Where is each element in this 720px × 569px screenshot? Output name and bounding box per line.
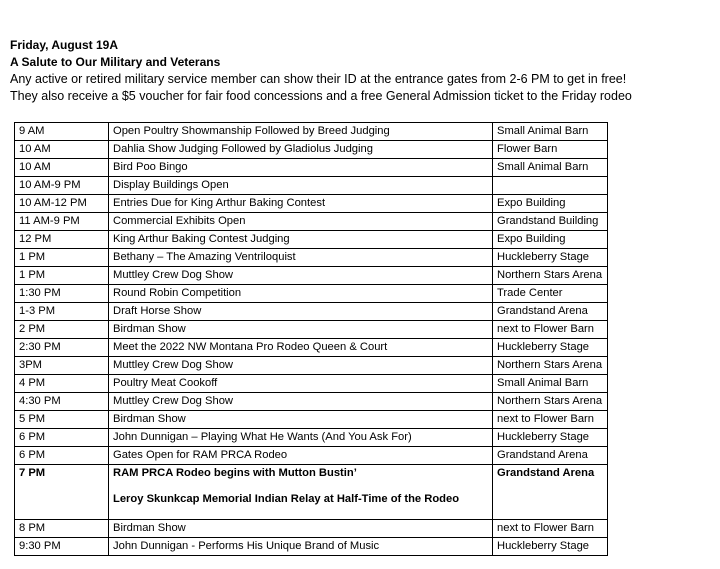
table-row xyxy=(15,123,608,141)
table-row xyxy=(15,213,608,231)
row-event: Gates Open for RAM PRCA Rodeo xyxy=(109,447,493,465)
row-location: Small Animal Barn xyxy=(493,375,608,393)
row-event: Display Buildings Open xyxy=(109,177,493,195)
row-event: Open Poultry Showmanship Followed by Breed Judging xyxy=(109,123,493,141)
row-time: 10 AM-9 PM xyxy=(15,177,109,195)
military-info-line-2: They also receive a $5 voucher for fair food concessions and a free General Admission ticket to the Friday rodeo xyxy=(10,89,632,103)
table-row xyxy=(15,249,608,267)
schedule-title: A Salute to Our Military and Veterans xyxy=(10,55,221,69)
row-event: Round Robin Competition xyxy=(109,285,493,303)
row-event: Entries Due for King Arthur Baking Contest xyxy=(109,195,493,213)
table-row xyxy=(15,520,608,538)
row-event: Muttley Crew Dog Show xyxy=(109,267,493,285)
row-event: Commercial Exhibits Open xyxy=(109,213,493,231)
schedule-table xyxy=(14,122,608,556)
row-time: 10 AM xyxy=(15,159,109,177)
table-row xyxy=(15,159,608,177)
row-time: 3PM xyxy=(15,357,109,375)
schedule-header xyxy=(10,37,632,105)
table-row xyxy=(15,447,608,465)
row-location: Grandstand Arena xyxy=(493,303,608,321)
row-time: 10 AM xyxy=(15,141,109,159)
row-time: 6 PM xyxy=(15,447,109,465)
table-row xyxy=(15,411,608,429)
table-row xyxy=(15,375,608,393)
row-location: Flower Barn xyxy=(493,141,608,159)
row-time: 6 PM xyxy=(15,429,109,447)
row-time: 9:30 PM xyxy=(15,538,109,556)
row-event-line-2: Leroy Skunkcap Memorial Indian Relay at Half-Time of the Rodeo xyxy=(113,493,460,505)
row-event: Muttley Crew Dog Show xyxy=(109,357,493,375)
row-location: Northern Stars Arena xyxy=(493,393,608,411)
table-row xyxy=(15,141,608,159)
row-event: King Arthur Baking Contest Judging xyxy=(109,231,493,249)
row-location: Huckleberry Stage xyxy=(493,429,608,447)
row-time: 1 PM xyxy=(15,249,109,267)
row-location: Northern Stars Arena xyxy=(493,267,608,285)
schedule-date: Friday, August 19A xyxy=(10,38,119,52)
row-location: Northern Stars Arena xyxy=(493,357,608,375)
table-row xyxy=(15,231,608,249)
row-location: Grandstand Building xyxy=(493,213,608,231)
row-event: Poultry Meat Cookoff xyxy=(109,375,493,393)
row-location: Huckleberry Stage xyxy=(493,339,608,357)
row-event: Birdman Show xyxy=(109,321,493,339)
row-event: John Dunnigan – Playing What He Wants (And You Ask For) xyxy=(109,429,493,447)
table-row xyxy=(15,285,608,303)
row-location: Grandstand Arena xyxy=(493,465,608,520)
row-location: Grandstand Arena xyxy=(493,447,608,465)
table-row xyxy=(15,393,608,411)
table-row xyxy=(15,267,608,285)
row-event: Bird Poo Bingo xyxy=(109,159,493,177)
row-event: Bethany – The Amazing Ventriloquist xyxy=(109,249,493,267)
row-time: 12 PM xyxy=(15,231,109,249)
row-event-line-1: RAM PRCA Rodeo begins with Mutton Bustin’ xyxy=(113,467,357,479)
row-event: Draft Horse Show xyxy=(109,303,493,321)
row-time: 8 PM xyxy=(15,520,109,538)
row-event: Dahlia Show Judging Followed by Gladiolus Judging xyxy=(109,141,493,159)
row-time: 10 AM-12 PM xyxy=(15,195,109,213)
row-location: Expo Building xyxy=(493,231,608,249)
row-event: Meet the 2022 NW Montana Pro Rodeo Queen & Court xyxy=(109,339,493,357)
row-time: 1 PM xyxy=(15,267,109,285)
row-time: 1:30 PM xyxy=(15,285,109,303)
row-time: 1-3 PM xyxy=(15,303,109,321)
row-location: next to Flower Barn xyxy=(493,321,608,339)
row-location: Expo Building xyxy=(493,195,608,213)
row-location: Trade Center xyxy=(493,285,608,303)
row-location: next to Flower Barn xyxy=(493,411,608,429)
row-event: Birdman Show xyxy=(109,520,493,538)
row-event: John Dunnigan - Performs His Unique Brand of Music xyxy=(109,538,493,556)
row-event: Muttley Crew Dog Show xyxy=(109,393,493,411)
row-location: Huckleberry Stage xyxy=(493,249,608,267)
row-time: 5 PM xyxy=(15,411,109,429)
schedule-table-body xyxy=(15,123,608,556)
row-location: Huckleberry Stage xyxy=(493,538,608,556)
row-location: next to Flower Barn xyxy=(493,520,608,538)
table-row xyxy=(15,339,608,357)
row-time: 7 PM xyxy=(15,465,109,520)
row-location xyxy=(493,177,608,195)
table-row xyxy=(15,303,608,321)
table-row xyxy=(15,538,608,556)
table-row xyxy=(15,177,608,195)
table-row xyxy=(15,357,608,375)
row-time: 2 PM xyxy=(15,321,109,339)
row-event xyxy=(109,465,493,520)
row-time: 2:30 PM xyxy=(15,339,109,357)
row-event: Birdman Show xyxy=(109,411,493,429)
row-location: Small Animal Barn xyxy=(493,159,608,177)
table-row xyxy=(15,195,608,213)
table-row xyxy=(15,321,608,339)
row-location: Small Animal Barn xyxy=(493,123,608,141)
row-time: 9 AM xyxy=(15,123,109,141)
table-row-featured xyxy=(15,465,608,520)
row-time: 4:30 PM xyxy=(15,393,109,411)
table-row xyxy=(15,429,608,447)
row-time: 4 PM xyxy=(15,375,109,393)
military-info-line-1: Any active or retired military service member can show their ID at the entrance gates from 2-6 PM to get in free! xyxy=(10,72,627,86)
row-time: 11 AM-9 PM xyxy=(15,213,109,231)
